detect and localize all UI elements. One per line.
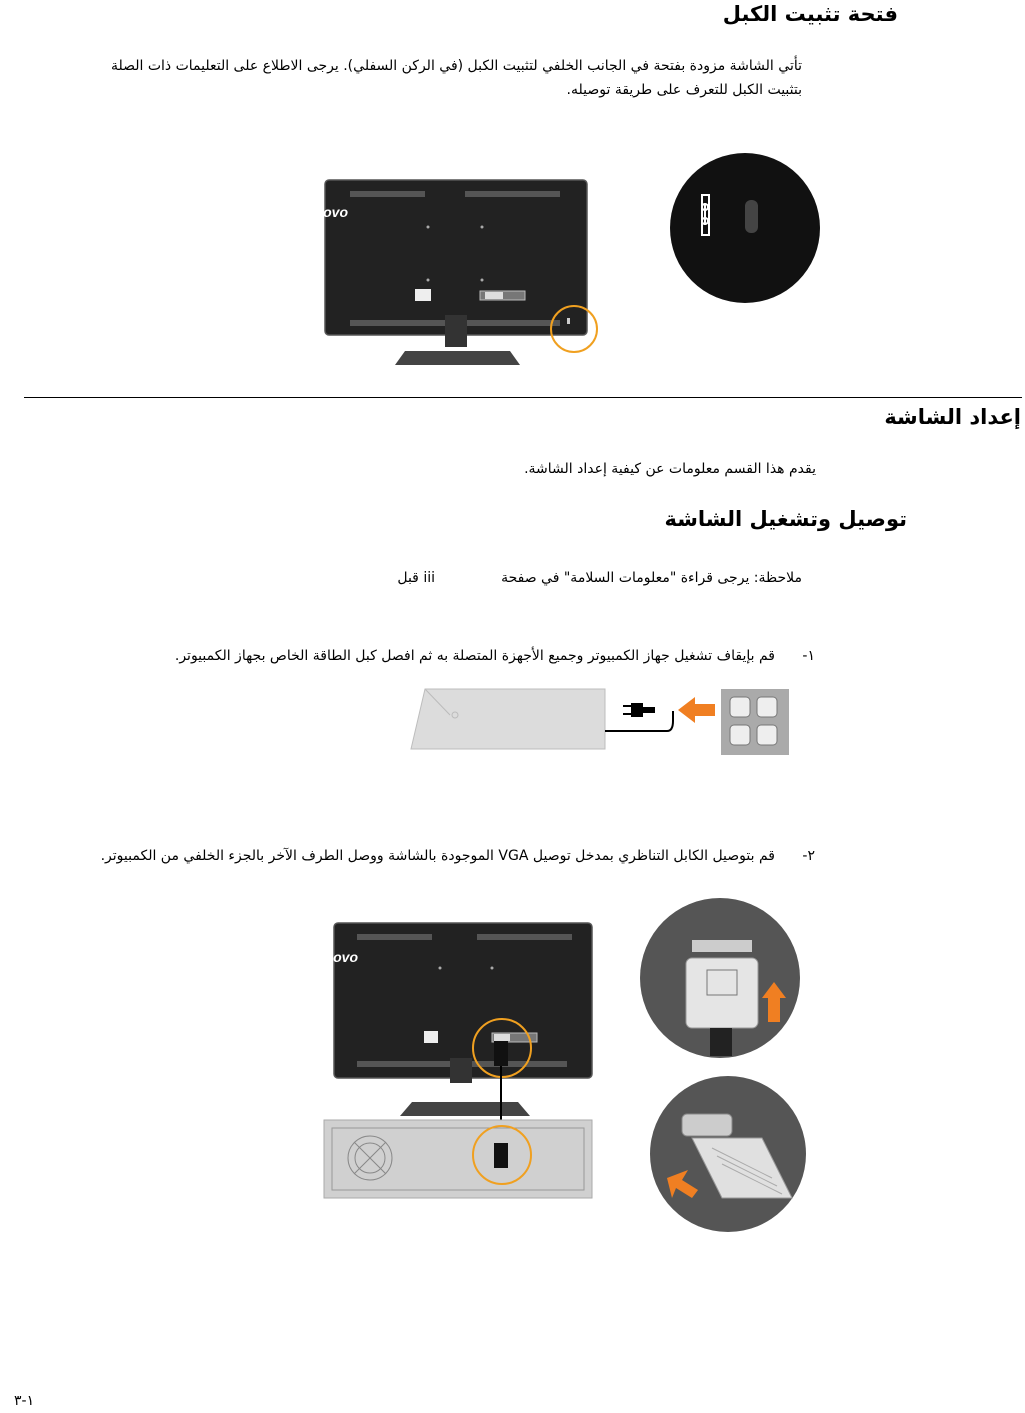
lenovo-logo: lenovo <box>302 204 348 220</box>
figure-monitor-back-lock <box>302 155 840 377</box>
section-title-cable-lock: فتحة تثبيت الكبل <box>722 2 898 26</box>
wall-outlet-icon <box>721 689 789 755</box>
cable-lock-icon <box>670 153 820 303</box>
step-2-text: قم بتوصيل الكابل التناظري بمدخل توصيل VGA الموجودة بالشاشة ووصل الطرف الآخر بالجزء الخلفي من الكمبيوتر. <box>100 848 775 864</box>
step-1-number: ١- <box>802 648 815 664</box>
computer-fan-icon <box>348 1136 392 1180</box>
step-1-text: قم بإيقاف تشغيل جهاز الكمبيوتر وجميع الأجهزة المتصلة به ثم افصل كبل الطاقة الخاص بجهاز الكمبيوتر. <box>174 648 775 664</box>
section-divider <box>24 397 1022 398</box>
figure-power-disconnect <box>405 685 795 757</box>
vga-connector-computer-icon <box>650 1076 806 1232</box>
page-number: ١-٣ <box>14 1393 35 1409</box>
power-plug-icon <box>623 703 655 717</box>
section-title-monitor-setup: إعداد الشاشة <box>884 405 1021 429</box>
section-title-connect-monitor: توصيل وتشغيل الشاشة <box>664 507 907 531</box>
cable-lock-paragraph-line2: بتثبيت الكبل للتعرف على طريقة توصيله. <box>566 82 802 98</box>
lenovo-logo-2: lenovo <box>312 949 358 965</box>
figure-vga-connection <box>312 898 822 1233</box>
step-2-number: ٢- <box>802 848 815 864</box>
vga-connector-monitor-icon <box>640 898 800 1058</box>
monitor-setup-intro: يقدم هذا القسم معلومات عن كيفية إعداد الشاشة. <box>524 461 816 477</box>
cable-lock-paragraph-line1: تأتي الشاشة مزودة بفتحة في الجانب الخلفي لتثبيت الكبل (في الركن السفلي). يرجى الاطلاع على التعليمات ذات الصلة <box>110 58 802 74</box>
safety-note: ملاحظة: يرجى قراءة "معلومات السلامة" في صفحة <box>501 570 802 586</box>
unplug-arrow-icon <box>678 697 715 723</box>
safety-note-page-ref: iii قبل <box>397 570 435 586</box>
